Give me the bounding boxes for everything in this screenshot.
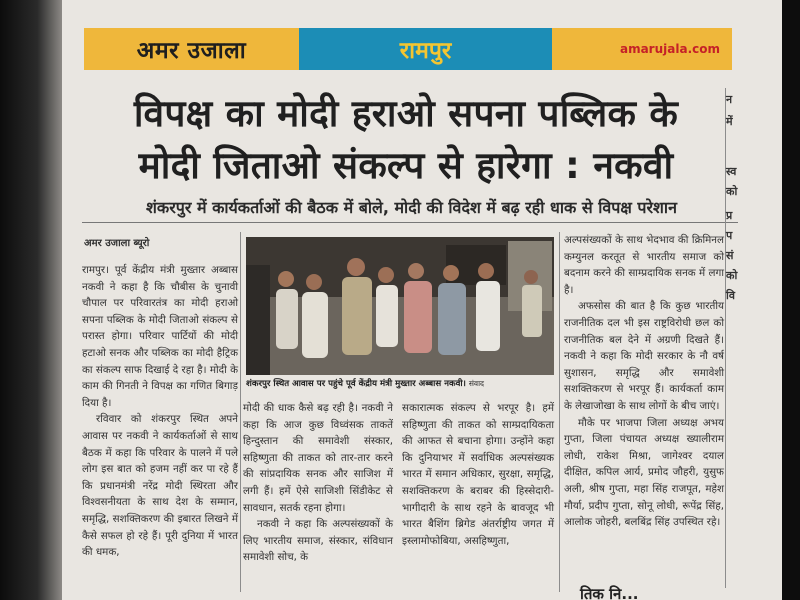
newspaper-page	[62, 0, 782, 600]
margin-fragment: न	[726, 93, 733, 106]
masthead-brand-panel	[84, 28, 299, 70]
next-article-fragment: तिक नि...	[580, 585, 639, 600]
byline: अमर उजाला ब्यूरो	[84, 238, 150, 249]
column-divider	[240, 232, 241, 592]
news-photo-illustration	[246, 237, 554, 375]
paragraph: सकारात्मक संकल्प से भरपूर है। हमें सहिष्णुता की ताकत को साम्प्रदायिकता की आफत से बचाना होगा। उन्होंने कहा कि दुनियाभर में सर्वाधिक अल्पसंख्यक भारत में समान अधिकार, सुरक्षा, समृद्धि, सशक्तिकरण के बराबर की हिस्सेदारी-भागीदारी के साथ रहने के बावजूद भी भारत बैशिंग ब्रिगेड अंतर्राष्ट्रीय जगत में इस्लामोफोबिया, असहिष्णुता,	[402, 402, 554, 547]
paragraph: अफसोस की बात है कि कुछ भारतीय राजनीतिक दल भी इस राष्ट्रविरोधी छल को राजनीतिक बल देने में अग्रणी दिखते हैं। नकवी ने कहा कि मोदी सरकार के नौ वर्ष सुशासन, समृद्धि और समावेशी सशक्तिकरण से भरपूर हैं। कार्यकर्ता काम के लेखाजोखा के साथ लोगों के बीच जाएं।	[564, 300, 724, 412]
margin-fragment: सं	[726, 249, 734, 262]
website-text: amarujala.com	[619, 42, 720, 56]
photo-credit: संवाद	[468, 379, 485, 388]
masthead-city-panel	[299, 28, 552, 70]
margin-fragment: में	[726, 115, 733, 128]
divider	[82, 222, 738, 223]
margin-fragment: वि	[726, 289, 735, 302]
paragraph: अल्पसंख्यकों के साथ भेदभाव की क्रिमिनल कम्युनल करतूत से भारतीय समाज को बदनाम करने की साम्प्रदायिक सनक में लगा है।	[564, 234, 724, 296]
margin-fragment: स्व	[726, 165, 737, 178]
paragraph: मौके पर भाजपा जिला अध्यक्ष अभय गुप्ता, जिला पंचायत अध्यक्ष ख्यालीराम लोधी, राकेश मिश्रा, जागेश्वर दयाल दीक्षित, कपिल आर्य, प्रमोद जौहरी, युसुफ अली, श्रीष गुप्ता, महा सिंह राजपूत, महेश मौर्या, प्रदीप गुप्ता, सोनू लोधी, रूपेंद्र सिंह, आलोक जोहरी, बलबिंद्र सिंह उपस्थित रहे।	[564, 416, 724, 529]
paragraph: मोदी की धाक कैसे बढ़ रही है। नकवी ने कहा कि आज कुछ विध्वंसक ताकतें हिन्दुस्तान की समावेशी संस्कार, सहिष्णुता की ताकत को तार-तार करने की सांप्रदायिक सनक और साजिश में लगी हैं। हमें ऐसे साजिशी सिंडीकेट से सावधान, सतर्क रहना होगा।	[243, 402, 393, 514]
photo-dark-left-edge	[0, 0, 62, 600]
column-divider	[559, 232, 560, 592]
article-column-4	[564, 232, 724, 531]
caption-text: शंकरपुर स्थित आवास पर पहुंचे पूर्व केंद्रीय मंत्री मुख्तार अब्बास नकवी।	[246, 379, 466, 389]
subheadline: शंकरपुर में कार्यकर्ताओं की बैठक में बोले, मोदी की विदेश में बढ़ रही धाक से विपक्ष परेशान	[146, 198, 677, 217]
masthead-site-panel	[552, 28, 732, 70]
article-column-3	[402, 400, 554, 549]
paragraph: नकवी ने कहा कि अल्पसंख्यकों के लिए भारतीय समाज, संस्कार, संविधान समावेशी सोच, के	[243, 518, 393, 564]
photo-caption	[246, 378, 554, 390]
article-column-2	[243, 400, 393, 566]
paragraph: रामपुर। पूर्व केंद्रीय मंत्री मुख्तार अब्बास नकवी ने कहा है कि चौबीस के चुनावी चौपाल पर परिवारतंत्र का मोदी हराओ सपना पब्लिक के मोदी जिताओ संकल्प से परास्त होगा। परिवार पार्टियों की मोदी हटाओ सनक और पब्लिक का मोदी हैट्रिक का संकल्प साफ दिखाई दे रहा है। मोदी के काम की गिनती ने विपक्ष का गणित बिगाड़ दिया है।	[82, 264, 238, 409]
masthead	[84, 28, 732, 70]
margin-fragment: प	[726, 229, 733, 242]
headline	[86, 88, 726, 192]
photo-dark-right-edge	[782, 0, 800, 600]
headline-line-1: विपक्ष का मोदी हराओ सपना पब्लिक के	[133, 92, 679, 135]
column-divider	[725, 88, 726, 588]
margin-fragment: को	[726, 185, 738, 198]
margin-fragment: को	[726, 269, 738, 282]
headline-line-2: मोदी जिताओ संकल्प से हारेगा : नकवी	[138, 144, 674, 187]
margin-fragment: प्र	[726, 209, 733, 222]
paragraph: रविवार को शंकरपुर स्थित अपने आवास पर नकवी ने कार्यकर्ताओं से साथ बैठक में कहा कि परिवार के पालने में पले लोग इस बात को हजम नहीं कर पा रहे हैं कि प्रधानमंत्री नरेंद्र मोदी स्थिरता और विश्वसनीयता के साथ देश के सम्मान, समृद्धि, सशक्तिकरण की इबारत लिखने में कैसे सफल हो रहे हैं। पूरी दुनिया में भारत की धमक,	[82, 413, 238, 559]
city-name: रामपुर	[399, 38, 452, 64]
brand-name: अमर उजाला	[136, 38, 247, 64]
news-photo	[246, 237, 554, 375]
article-column-1	[82, 262, 238, 561]
